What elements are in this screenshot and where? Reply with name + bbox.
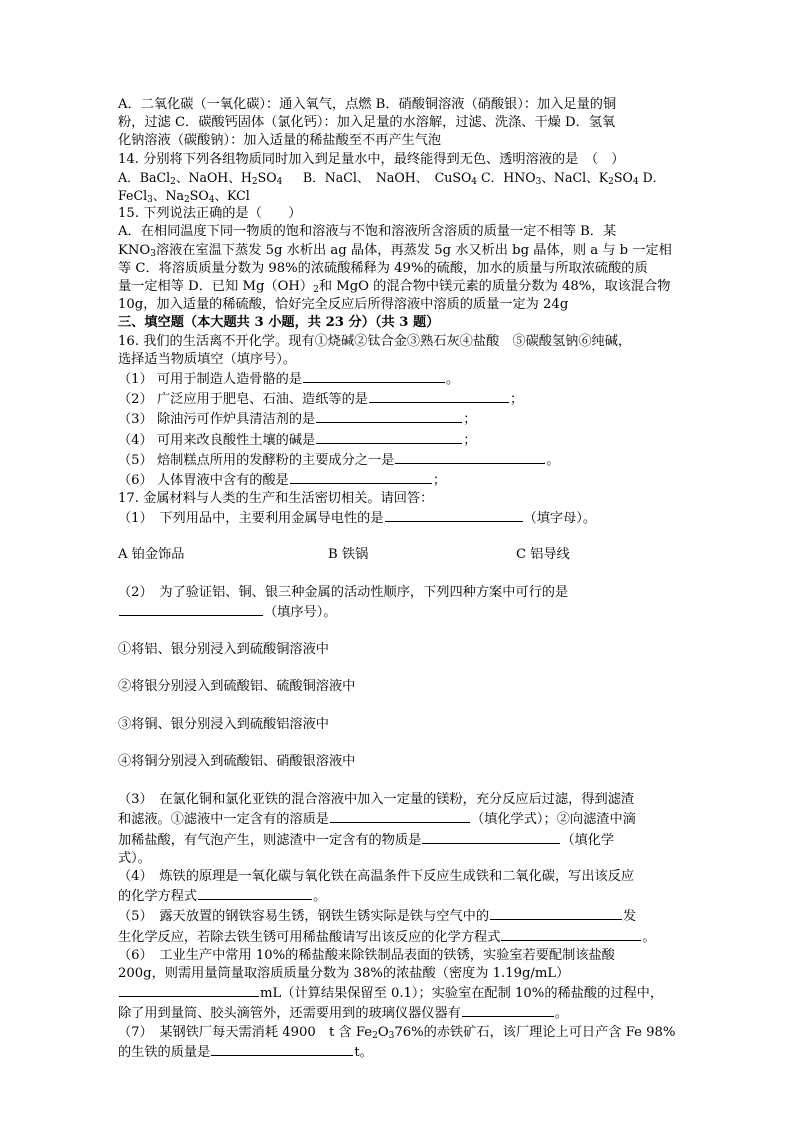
q13-option-line: A．二氧化碳（一氧化碳）：通入氧气，点燃 B．硝酸铜溶液（硝酸银）：加入足量的铜 <box>118 97 617 112</box>
q17-stem: 17. 金属材料与人类的生产和生活密切相关。请回答： <box>118 491 434 507</box>
punct: ； <box>432 473 447 489</box>
q17-part3: 式）。 <box>118 850 151 866</box>
q15-option-line: A．在相同温度下同一物质的饱和溶液与不饱和溶液所含溶质的质量一定不相等 B．某 <box>118 224 617 240</box>
q17-part1 <box>118 508 678 528</box>
q17-part4 <box>118 886 678 906</box>
option-c: C 铝导线 <box>516 546 570 562</box>
text: 的生铁的质量是 <box>118 1044 211 1060</box>
item-number: （6） <box>118 473 153 489</box>
item-text: 可用于制造人造骨骼的是 <box>156 372 303 388</box>
item-text: 人体胃液中含有的酸是 <box>156 473 289 489</box>
subscript: 3 <box>147 195 153 206</box>
item-number: （4） <box>118 432 153 448</box>
text: t。 <box>354 1044 373 1060</box>
q14-stem: 14. 分别将下列各组物质同时加入到足量水中，最终能得到无色、透明溶液的是 （ ） <box>118 151 625 167</box>
text: 。 <box>642 929 656 945</box>
option-b: B 铁锅 <box>328 546 369 562</box>
answer-blank[interactable] <box>316 430 462 444</box>
subscript: 3 <box>150 248 156 259</box>
text: （填字母）。 <box>523 511 597 527</box>
q17-part7 <box>118 1042 678 1062</box>
text: 量一定相等 D．已知 Mg（OH） <box>118 279 314 295</box>
answer-blank[interactable] <box>422 830 560 844</box>
q14-option-d-text: SO <box>189 188 209 204</box>
q14-options-line <box>118 187 678 205</box>
punct: ； <box>463 412 477 428</box>
q14-options-line <box>118 169 678 187</box>
q15-option-line: 10g，加入适量的稀硫酸，恰好完全反应后所得溶液中溶质的质量一定为 24g <box>118 297 569 313</box>
answer-blank[interactable] <box>462 1003 554 1017</box>
q17-part3 <box>118 830 678 850</box>
item-text: 广泛应用于肥皂、石油、造纸等的是 <box>156 392 368 408</box>
subscript: 4 <box>632 176 639 187</box>
q14-option-c: C．HNO <box>481 169 536 185</box>
q14-option-d: D． <box>642 169 666 185</box>
text: 发 <box>623 909 637 925</box>
answer-blank[interactable] <box>385 508 523 522</box>
item-text: 焙制糕点所用的发酵粉的主要成分之一是 <box>156 452 395 468</box>
answer-blank[interactable] <box>119 602 263 616</box>
subscript: 2 <box>372 1030 378 1041</box>
text: 。 <box>313 889 327 905</box>
option-a: A 铂金饰品 <box>118 546 185 562</box>
q14-option-a-text: SO <box>257 169 277 185</box>
text: （填序号）。 <box>264 605 337 621</box>
q17-part5 <box>118 906 678 926</box>
q16-item <box>118 450 678 470</box>
item-text: 可用来改良酸性土壤的碱是 <box>156 432 316 448</box>
item-number: （5） <box>118 452 153 468</box>
q13-option-line: 粉，过滤 C．碳酸钙固体（氯化钙）：加入足量的水溶解，过滤、洗涤、干燥 D．氢氧 <box>118 115 616 131</box>
text: 生化学反应，若除去铁生锈可用稀盐酸请写出该反应的化学方程式 <box>118 929 501 945</box>
q16-stem: 选择适当物质填空（填序号）。 <box>118 351 297 367</box>
q14-option-a: A．BaCl <box>118 169 171 185</box>
text: 。 <box>554 1006 569 1022</box>
formula: KNO <box>118 242 151 258</box>
text: （5） 露天放置的钢铁容易生锈，钢铁生锈实际是铁与空气中的 <box>118 909 490 925</box>
subscript: 2 <box>251 176 258 187</box>
text: （填化学 <box>561 832 615 848</box>
plan-item: ①将铝、银分别浸入到硫酸铜溶液中 <box>118 642 329 658</box>
answer-blank[interactable] <box>369 389 509 403</box>
text: O <box>377 1024 389 1040</box>
q14-option-c-text: SO <box>613 169 633 185</box>
text: （1） 下列用品中，主要利用金属导电性的是 <box>118 511 384 527</box>
item-text: 除油污可作炉具清洁剂的是 <box>156 412 316 428</box>
q16-item <box>118 430 678 450</box>
q14-option-b: B．NaCl、 NaOH、 CuSO <box>302 169 472 185</box>
q15-option-line <box>118 242 678 260</box>
subscript: 2 <box>313 285 319 296</box>
punct: ； <box>463 432 477 448</box>
q17-part3: （3） 在氯化铜和氯化亚铁的混合溶液中加入一定量的镁粉，充分反应后过滤，得到滤渣 <box>118 792 635 808</box>
q16-stem: 16. 我们的生活离不开化学。现有①烧碱②钛合金③熟石灰④盐酸 ⑤碳酸氢钠⑥纯碱， <box>118 333 632 349</box>
answer-blank[interactable] <box>198 886 312 900</box>
answer-blank[interactable] <box>119 983 259 997</box>
q14-option-d-text: 、KCl <box>214 188 250 204</box>
subscript: 4 <box>208 195 215 206</box>
answer-blank[interactable] <box>395 450 545 464</box>
q17-part4: （4） 炼铁的原理是一氧化碳与氧化铁在高温条件下反应生成铁和二氧化碳，写出该反应 <box>118 868 635 884</box>
item-number: （1） <box>118 372 153 388</box>
item-number: （2） <box>118 392 153 408</box>
plan-item: ④将铜分别浸入到硫酸铝、硝酸银溶液中 <box>118 753 356 769</box>
text: （填化学式）；②向滤渣中滴 <box>471 812 636 828</box>
answer-blank[interactable] <box>290 470 432 484</box>
text: 和滤液。①滤液中一定含有的溶质是 <box>118 812 329 828</box>
q17-part1-options <box>118 546 678 564</box>
subscript: 3 <box>388 1030 395 1041</box>
subscript: 2 <box>184 195 190 206</box>
subscript: 3 <box>535 176 542 187</box>
text: （7） 某钢铁厂每天需消耗 4900 t 含 Fe <box>118 1024 373 1040</box>
punct: ； <box>509 392 524 408</box>
exam-page <box>118 96 678 1062</box>
q17-part2 <box>118 602 678 622</box>
section-title: 三、填空题（本大题共 3 小题，共 23 分）（共 3 题） <box>118 315 440 331</box>
q17-part6: （6） 工业生产中常用 10%的稀盐酸来除铁制品表面的铁锈，实验室若要配制该盐酸 <box>118 947 615 963</box>
q15-option-line: 等 C．将溶质质量分数为 98%的浓硫酸稀释为 49%的硫酸，加水的质量与所取浓硫酸的质 <box>118 260 648 276</box>
q15-option-line <box>118 278 678 296</box>
q14-option-a-text: 、NaOH、H <box>175 169 252 185</box>
answer-blank[interactable] <box>303 369 445 383</box>
q17-part7 <box>118 1024 678 1042</box>
punct: 。 <box>546 452 560 468</box>
q17-part2: （2） 为了验证铝、铜、银三种金属的活动性顺序，下列四种方案中可行的是 <box>118 584 569 600</box>
q17-part6 <box>118 1003 678 1023</box>
text: 除了用到量筒、胶头滴管外，还需要用到的玻璃仪器仪器有 <box>118 1006 461 1022</box>
subscript: 2 <box>170 176 176 187</box>
subscript: 4 <box>471 176 478 187</box>
text: mL（计算结果保留至 0.1）；实验室在配制 10%的稀盐酸的过程中， <box>260 986 664 1002</box>
plan-item: ③将铜、银分别浸入到硫酸铝溶液中 <box>118 716 329 732</box>
answer-blank[interactable] <box>211 1042 353 1056</box>
plan-item: ②将银分别浸入到硫酸铝、硫酸铜溶液中 <box>118 679 356 695</box>
text: 的化学方程式 <box>118 889 198 905</box>
text: 加稀盐酸，有气泡产生，则滤渣中一定含有的物质是 <box>118 832 422 848</box>
q14-option-d-text: 、Na <box>152 188 185 204</box>
q16-item <box>118 470 678 490</box>
q17-part3 <box>118 809 678 829</box>
q14-option-c-text: 、NaCl、K <box>541 169 609 185</box>
answer-blank[interactable] <box>330 809 470 823</box>
subscript: 4 <box>276 176 283 187</box>
punct: 。 <box>446 372 460 388</box>
text: 76%的赤铁矿石，该厂理论上可日产含 Fe 98% <box>394 1024 676 1040</box>
q14-option-d-text: FeCl <box>118 188 148 204</box>
q16-item <box>118 389 678 409</box>
answer-blank[interactable] <box>316 409 462 423</box>
text: 和 MgO 的混合物中镁元素的质量分数为 48%，取该混合物 <box>318 279 671 295</box>
q17-part6: 200g，则需用量筒量取溶质质量分数为 38%的浓盐酸（密度为 1.19g/mL） <box>118 965 570 981</box>
q15-stem: 15. 下列说法正确的是（ ） <box>118 206 302 222</box>
q17-part5 <box>118 927 678 947</box>
subscript: 2 <box>608 176 614 187</box>
answer-blank[interactable] <box>490 906 622 920</box>
item-number: （3） <box>118 412 153 428</box>
q16-item <box>118 409 678 429</box>
text: 溶液在室温下蒸发 5g 水析出 ag 晶体，再蒸发 5g 水又析出 bg 晶体，则 a 与 b 一定相 <box>155 242 672 258</box>
answer-blank[interactable] <box>501 927 641 941</box>
q13-option-line: 化钠溶液（碳酸钠）：加入适量的稀盐酸至不再产生气泡 <box>118 133 442 149</box>
q17-part6 <box>118 983 678 1003</box>
q16-item <box>118 369 678 389</box>
